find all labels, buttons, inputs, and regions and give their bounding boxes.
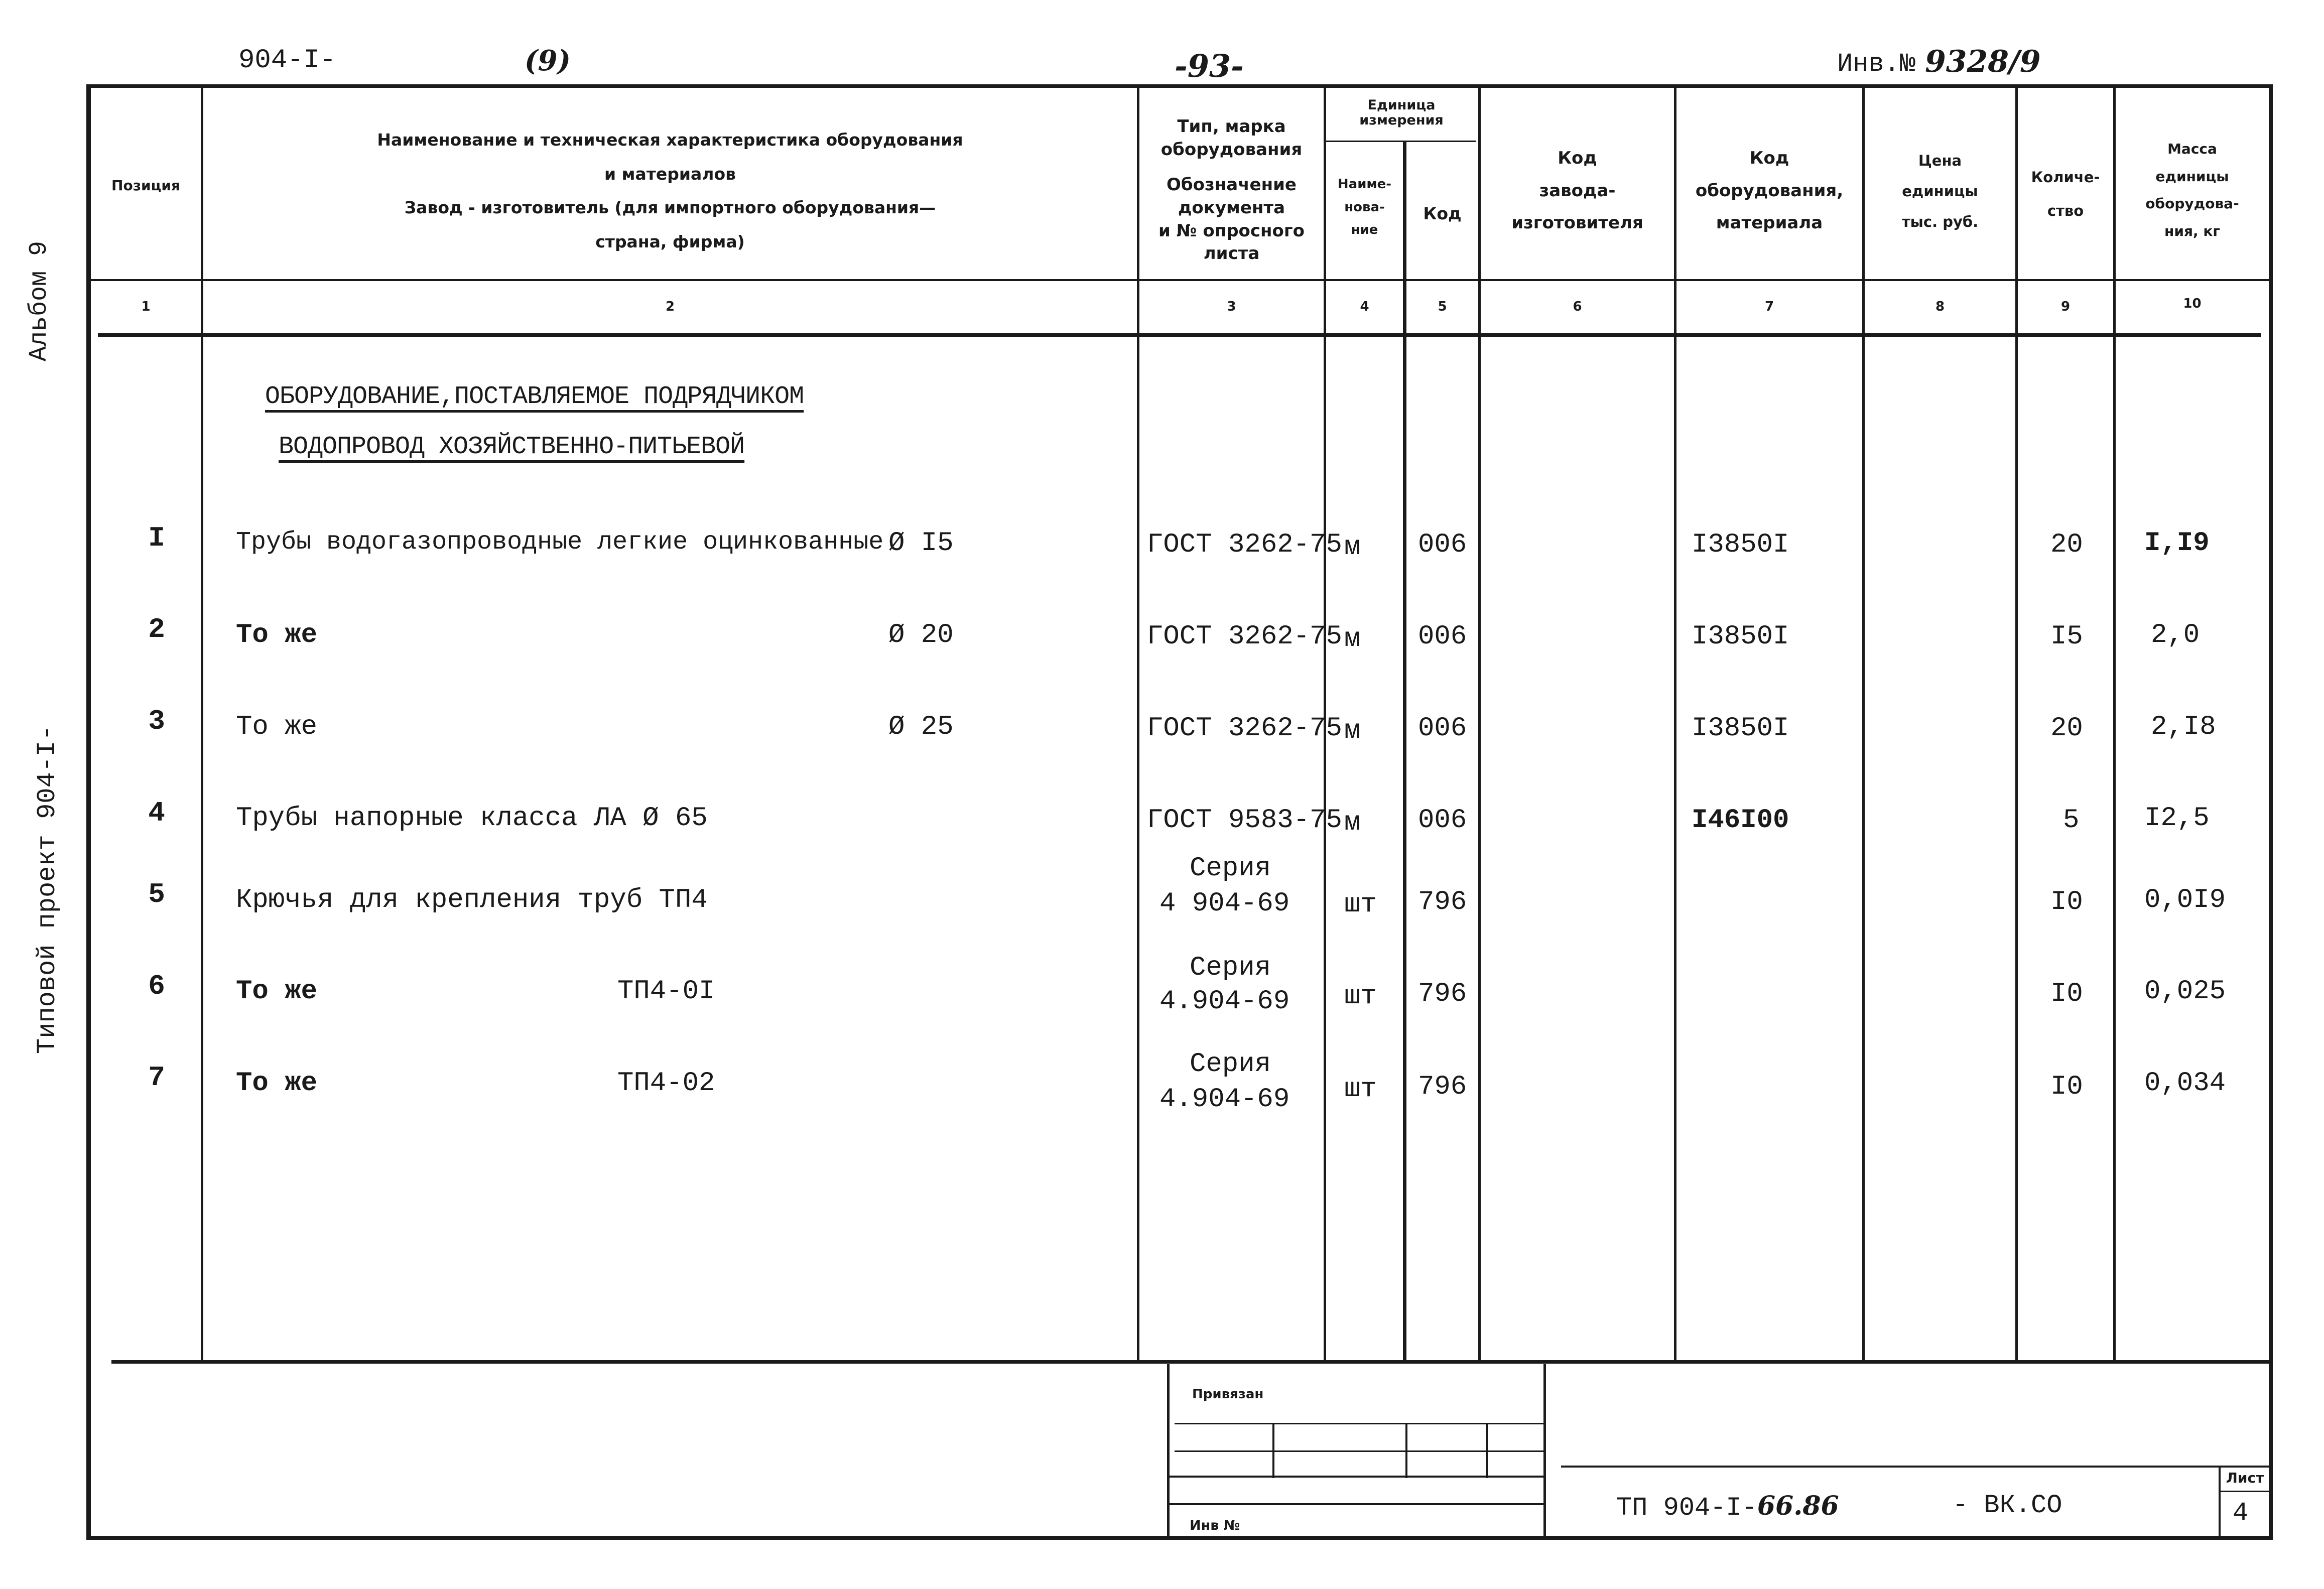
row-unit-code: 006	[1418, 805, 1467, 836]
header-maker-code-2: завода-	[1539, 180, 1616, 201]
row-unit: м	[1344, 808, 1361, 838]
row-quantity: I0	[2050, 979, 2083, 1009]
col-line-8	[2015, 84, 2018, 1362]
header-unit-code	[1406, 202, 1478, 226]
row-name: То же	[236, 712, 318, 742]
col-line-6	[1674, 84, 1676, 1362]
header-unit-code-text: Код	[1423, 204, 1462, 223]
header-quantity-2: ство	[2047, 202, 2084, 219]
header-mass-2: единицы	[2155, 168, 2229, 185]
row-unit-code: 796	[1418, 887, 1467, 917]
section-title-2: ВОДОПРОВОД ХОЗЯЙСТВЕННО-ПИТЬЕВОЙ	[279, 433, 745, 461]
stamp-row-1	[1175, 1423, 1543, 1424]
header-name-line2: и материалов	[604, 164, 736, 184]
col-line-2	[1137, 84, 1139, 1362]
row-material-code: I3850I	[1692, 621, 1789, 652]
header-maker-code-1: Код	[1558, 148, 1597, 168]
col-number-3: 3	[1227, 299, 1236, 314]
row-type: ГОСТ 3262-75	[1147, 713, 1342, 744]
header-name-line4: страна, фирма)	[595, 231, 745, 251]
stamp-box-right	[1543, 1364, 1546, 1537]
row-unit-code: 796	[1418, 979, 1467, 1009]
row-quantity: 5	[2063, 805, 2080, 836]
header-material-code	[1676, 142, 1862, 239]
col-number-4: 4	[1360, 299, 1369, 314]
stamp-row-2	[1175, 1450, 1543, 1452]
row-unit: м	[1344, 716, 1361, 746]
row-unit: шт	[1344, 1074, 1377, 1105]
stamp-col-1	[1272, 1423, 1274, 1478]
table-left-border	[86, 84, 91, 1540]
row-unit-code: 006	[1418, 713, 1467, 744]
col-number-5: 5	[1438, 299, 1447, 314]
row-type-line2: 4.904-69	[1159, 1084, 1290, 1115]
row-quantity: I5	[2050, 621, 2083, 652]
row-quantity: 20	[2050, 529, 2083, 560]
row-name: Трубы напорные класса ЛА Ø 65	[236, 803, 708, 834]
header-numbers-line	[98, 333, 2261, 337]
col-number-2: 2	[665, 299, 675, 314]
row-position: 3	[148, 705, 165, 737]
body-bottom-line	[111, 1360, 2273, 1364]
header-price	[1865, 146, 2015, 237]
col-number-7: 7	[1764, 299, 1774, 314]
row-mass: 2,I8	[2151, 712, 2216, 742]
row-material-code: I3850I	[1692, 529, 1789, 560]
row-name: То же	[236, 976, 318, 1007]
row-mass: 0,0I9	[2144, 885, 2226, 915]
stamp-col-3	[1486, 1423, 1488, 1478]
row-type-line2: 4 904-69	[1159, 888, 1290, 919]
page-number: -93-	[1175, 48, 1244, 84]
row-quantity: I0	[2050, 1072, 2083, 1102]
album-side-text: Альбом 9	[25, 240, 54, 361]
col-line-1	[201, 84, 203, 1362]
row-name: То же	[236, 1068, 318, 1099]
col-line-5	[1478, 84, 1481, 1362]
header-name-line1: Наименование и техническая характеристика оборудования	[377, 130, 963, 150]
row-mass: 0,034	[2144, 1068, 2226, 1099]
header-type-line3: Обозначение	[1167, 174, 1297, 195]
unit-group-line	[1325, 141, 1476, 142]
header-unit-group-2: измерения	[1359, 112, 1444, 128]
header-unit-group-1: Единица	[1367, 97, 1436, 113]
row-type: Серия	[1190, 853, 1271, 884]
project-side-label	[33, 703, 68, 1054]
privyazan-label: Привязан	[1192, 1387, 1264, 1402]
row-position: I	[148, 522, 165, 554]
header-quantity-1: Количе-	[2031, 169, 2100, 186]
document-code-prefix: ТП 904-I-	[1616, 1493, 1757, 1523]
header-type-line2: оборудования	[1160, 139, 1303, 160]
row-diameter: Ø 20	[888, 620, 954, 650]
col-line-9	[2113, 84, 2116, 1362]
header-material-code-2: оборудования,	[1695, 180, 1844, 201]
row-unit-code: 796	[1418, 1072, 1467, 1102]
row-type: ГОСТ 9583-75	[1147, 805, 1342, 836]
row-name: То же	[236, 620, 318, 650]
header-type-line6: листа	[1203, 243, 1260, 264]
row-unit: шт	[1344, 981, 1377, 1012]
inventory-label: Инв.№	[1837, 49, 1916, 79]
header-type-line5: и № опросного	[1158, 220, 1305, 241]
stamp-box-left	[1167, 1364, 1170, 1537]
album-number-paren: (9)	[525, 44, 571, 77]
header-price-1: Цена	[1918, 152, 1962, 169]
sheet-number: 4	[2233, 1498, 2249, 1528]
row-position: 6	[148, 970, 165, 1002]
row-mass: I,I9	[2144, 528, 2210, 559]
row-position: 5	[148, 878, 165, 910]
header-position	[91, 176, 201, 196]
row-type: Серия	[1190, 1049, 1271, 1080]
row-mass: I2,5	[2144, 803, 2210, 834]
row-unit-code: 006	[1418, 529, 1467, 560]
row-diameter: ТП4-02	[617, 1068, 715, 1099]
sheet-box-mid	[2219, 1491, 2269, 1492]
col-number-6: 6	[1573, 299, 1582, 314]
row-type: ГОСТ 3262-75	[1147, 529, 1342, 560]
row-diameter: ТП4-0I	[617, 976, 715, 1007]
header-type-line1: Тип, марка	[1177, 116, 1286, 137]
row-mass: 0,025	[2144, 976, 2226, 1007]
table-right-border	[2269, 84, 2273, 1540]
row-unit: м	[1344, 624, 1361, 654]
header-maker-code	[1481, 142, 1674, 239]
header-name-line3: Завод - изготовитель (для импортного оборудования—	[404, 198, 936, 218]
header-maker-code-3: изготовителя	[1511, 213, 1643, 233]
header-mass-3: оборудова-	[2145, 195, 2239, 212]
row-material-code: I3850I	[1692, 713, 1789, 744]
header-unit-group	[1326, 98, 1477, 127]
row-position: 7	[148, 1062, 165, 1094]
row-type: ГОСТ 3262-75	[1147, 621, 1342, 652]
header-price-3: тыс. руб.	[1901, 213, 1979, 230]
row-name: Крючья для крепления труб ТП4	[236, 885, 708, 915]
row-position: 2	[148, 613, 165, 645]
row-position: 4	[148, 797, 165, 829]
inventory-no-label: Инв №	[1190, 1518, 1240, 1533]
row-material-code: I46I00	[1692, 805, 1789, 836]
row-type-line2: 4.904-69	[1159, 986, 1290, 1017]
stamp-row-4	[1170, 1503, 1543, 1505]
row-mass: 2,0	[2151, 620, 2200, 650]
album-side-label	[25, 100, 60, 361]
col-number-9: 9	[2060, 299, 2071, 314]
document-code-handwritten: 66.86	[1757, 1491, 1839, 1521]
header-unit-name-3: ние	[1351, 222, 1378, 237]
row-quantity: I0	[2050, 887, 2083, 917]
header-material-code-3: материала	[1716, 213, 1823, 233]
header-type	[1139, 115, 1324, 266]
row-unit: шт	[1344, 889, 1377, 920]
row-diameter: Ø 25	[888, 712, 954, 742]
header-type-line4: документа	[1178, 197, 1285, 218]
document-code	[1616, 1491, 1839, 1523]
table-top-border	[86, 84, 2273, 88]
table-bottom-border	[86, 1536, 2273, 1540]
col-number-10: 10	[2183, 296, 2202, 311]
row-unit: м	[1344, 532, 1361, 563]
header-mass	[2116, 136, 2269, 245]
row-unit-code: 006	[1418, 621, 1467, 652]
sheet-box-left	[2219, 1466, 2221, 1536]
inventory-number: 9328/9	[1925, 44, 2041, 79]
header-unit-name-2: нова-	[1344, 199, 1385, 215]
doc-block-top	[1561, 1466, 2269, 1468]
stamp-col-2	[1405, 1423, 1407, 1478]
col-number-1: 1	[141, 299, 151, 314]
sheet-label: Лист	[2226, 1470, 2264, 1486]
header-quantity	[2018, 161, 2113, 227]
header-unit-name	[1326, 173, 1403, 242]
header-name	[203, 123, 1137, 259]
col-line-7	[1862, 84, 1865, 1362]
section-title-1: ОБОРУДОВАНИЕ,ПОСТАВЛЯЕМОЕ ПОДРЯДЧИКОМ	[265, 382, 804, 411]
series-number: 904-I-	[238, 45, 336, 76]
row-quantity: 20	[2050, 713, 2083, 744]
header-mass-4: ния, кг	[2164, 222, 2220, 239]
header-material-code-1: Код	[1749, 148, 1789, 168]
header-price-2: единицы	[1902, 182, 1978, 200]
col-line-4	[1403, 141, 1406, 1362]
header-position-text: Позиция	[111, 177, 180, 194]
row-diameter: Ø I5	[888, 528, 954, 559]
header-unit-name-1: Наиме-	[1337, 177, 1392, 192]
project-side-text: Типовой проект 904-I-	[33, 725, 62, 1054]
row-name: Трубы водогазопроводные легкие оцинкованные	[236, 528, 884, 557]
row-type: Серия	[1190, 953, 1271, 983]
header-bottom-line	[86, 279, 2273, 281]
col-number-8: 8	[1935, 299, 1945, 314]
document-code-suffix: - ВК.СО	[1953, 1491, 2062, 1520]
header-mass-1: Масса	[2167, 141, 2217, 157]
